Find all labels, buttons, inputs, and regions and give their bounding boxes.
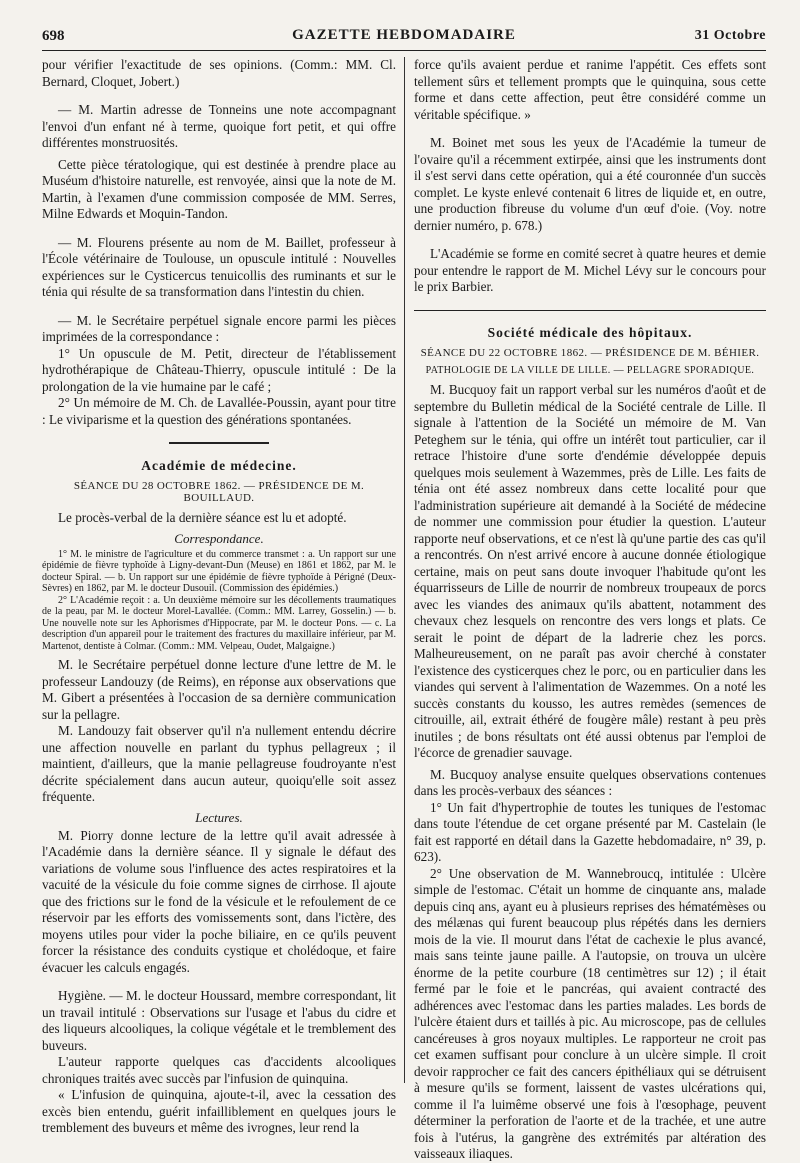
paragraph: M. Boinet met sous les yeux de l'Académie la tumeur de l'ovaire qu'il a récemment extirpée, ainsi que les instruments dont il s'est servi dans cette opération, qui a été couronnée d'un succès complet. Le kyste enlevé contenait 6 litres de liquide et, en outre, une production fibreuse du volume d'un œuf d'oie. (Voy. notre dernier numéro, p. 678.) <box>414 135 766 233</box>
paragraph: « L'infusion de quinquina, ajoute-t-il, avec la cessation des excès bien entendu, guérit infailliblement en quelques jours le tremblement des buveurs et même des ivrognes, leur rend la <box>42 1087 396 1135</box>
correspondence-item: 2° L'Académie reçoit : a. Un deuxième mémoire sur les décollements traumatiques de la peau, par M. le docteur Morel-Lavallée. (Comm.: MM. Larrey, Gosselin.) — b. Une nouvelle note sur les Aphorismes d'Hippocrate, par M. le docteur Pons. — c. La description d'un appareil pour le traitement des fractures du maxillaire inférieur, par M. Martenot, dentiste à Colmar. (Comm.: MM. Velpeau, Oudet, Malgaigne.) <box>42 594 396 652</box>
right-column <box>414 57 766 1161</box>
paragraph: M. Piorry donne lecture de la lettre qu'il avait adressée à l'Académie dans la dernière séance. Il y signale le défaut des variations de volume sous l'influence des actes respiratoires et la vacuité de la vésicule du foie comme signes de cirrhose. Il ajoute que des frictions sur le fond de la vésicule et le refoulement de ce réservoir par les efforts des vomissements sont, dans l'ictère, des moyens utiles pour vider la poche biliaire, en ce qu'ils peuvent forcer la résistance des conduits cystique et cholédoque, et faire évacuer les calculs engagés. <box>42 827 396 975</box>
paragraph: M. Bucquoy analyse ensuite quelques observations contenues dans les procès-verbaux des séances : <box>414 766 766 798</box>
left-column <box>42 57 396 1135</box>
correspondence-item: 1° M. le ministre de l'agriculture et du commerce transmet : a. Un rapport sur une épidémie de fièvre typhoïde à Ligny-devant-Dun (Meuse) en 1861 et 1862, par M. le docteur Spiral. — b. Un rapport sur une épidémie de fièvre typhoïde à Périgné (Deux-Sèvres) en 1862, par M. le docteur Dusouil. (Commission des épidémies.) <box>42 548 396 594</box>
session-line: SÉANCE DU 22 OCTOBRE 1862. — PRÉSIDENCE DE M. BÉHIER. <box>420 347 760 359</box>
paragraph: — M. le Secrétaire perpétuel signale encore parmi les pièces imprimées de la correspondance : <box>42 312 396 344</box>
section-title: Société médicale des hôpitaux. <box>487 325 693 340</box>
paragraph: L'auteur rapporte quelques cas d'accidents alcooliques chroniques traités avec succès par l'infusion de quinquina. <box>42 1054 396 1086</box>
paragraph: M. Bucquoy fait un rapport verbal sur les numéros d'août et de septembre du Bulletin médical de la Société centrale de Lille. Il signale à l'attention de la Société un mémoire de M. Van Peteghem sur le ténia, qui offre un intérêt tout particulier, car il retrace l'histoire d'une sorte d'endémie développée depuis quelques mois seulement à Wazemmes, près de Lille. Les faits de ténia ont été assez nombreux dans cette localité pour que l'administration supérieure ait demandé à la Société de médecine de nommer une commission pour étudier la question. L'auteur rapporte neuf observations, et ce n'est là qu'une partie des cas qu'il a rencontrés. On n'est arrivé encore à aucune donnée étiologique certaine, mais on peut sans doute invoquer l'habitude qu'ont les équarrisseurs de Lille de nourrir de nombreux troupeaux de porcs avec les viandes des animaux qu'ils abattent, notamment des chevaux chez lesquels on rencontre des vers longs et plats. Ce serait le point de départ de la ladrerie chez les porcs. Malheureusement, on ne paraît pas avoir cherché à constater l'existence des cysticerques chez le porc, ou en particulier dans les viandes qui servent à l'alimentation de Wazemmes. On a noté les succès constants du kousso, les autres remèdes (semences de citrouille, ail, extrait éthéré de fougère mâle) restant à peu près inutiles ; de bons résultats ont été aussi obtenus par l'emploi de l'écorce de grenadier sauvage. <box>414 382 766 760</box>
paragraph: Le procès-verbal de la dernière séance est lu et adopté. <box>58 510 347 525</box>
section-separator <box>169 442 269 444</box>
issue-date: 31 Octobre <box>694 28 766 43</box>
paragraph: — M. Flourens présente au nom de M. Baillet, professeur à l'École vétérinaire de Toulouse, un opuscule intitulé : Nouvelles expériences sur le Cysticercus tenuicollis des ruminants et sur le ténia qui résulte de sa transformation dans l'intestin du chien. <box>42 234 396 299</box>
paragraph: M. Landouzy fait observer qu'il n'a nullement entendu décrire une affection nouvelle en parlant du typhus pellagreux ; il maintient, d'ailleurs, que la manie pellagreuse foudroyante n'est décrite spécialement dans aucun auteur, quoiqu'elle soit assez fréquente. <box>42 723 396 804</box>
paragraph: force qu'ils avaient perdue et ranime l'appétit. Ces effets sont tellement sûrs et tellement prompts que le quinquina, sous cette forme et dans cette affection, peut être considéré comme un véritable spécifique. » <box>414 57 766 122</box>
journal-title: GAZETTE HEBDOMADAIRE <box>292 27 516 43</box>
columns <box>42 57 766 1161</box>
section-separator <box>414 310 766 312</box>
subsection-title: Lectures. <box>195 809 243 825</box>
subsection-title: Correspondance. <box>174 530 264 546</box>
page-header <box>42 26 766 51</box>
paragraph: M. le Secrétaire perpétuel donne lecture d'une lettre de M. le professeur Landouzy (de Reims), en réponse aux observations que M. Gibert a présentées à l'occasion de sa dernière communication sur la pellagre. <box>42 657 396 722</box>
session-line: SÉANCE DU 28 OCTOBRE 1862. — PRÉSIDENCE DE M. BOUILLAUD. <box>73 480 365 504</box>
paragraph: 1° Un fait d'hypertrophie de toutes les tuniques de l'estomac dans toute l'étendue de cet organe présenté par M. Castelain (le fait est rapporté en détail dans la Gazette hebdomadaire, n° 39, p. 623). <box>414 799 766 864</box>
paragraph: Cette pièce tératologique, qui est destinée à prendre place au Muséum d'histoire naturelle, est renvoyée, ainsi que la note de M. Martin, à l'examen d'une commission composée de MM. Serres, Milne Edwards et Moquin-Tandon. <box>42 156 396 221</box>
column-rule <box>404 57 405 1083</box>
paragraph: 1° Un opuscule de M. Petit, directeur de l'établissement hydrothérapique de Château-Thierry, opuscule intitulé : De la prolongation de la vie humaine par le café ; <box>42 345 396 394</box>
paragraph: Hygiène. — M. le docteur Houssard, membre correspondant, lit un travail intitulé : Observations sur l'usage et l'abus du cidre et des liqueurs alcooliques, la colique végétale et le tremblement des buveurs. <box>42 988 396 1053</box>
page-number: 698 <box>42 28 65 44</box>
topic-heading: PATHOLOGIE DE LA VILLE DE LILLE. — PELLAGRE SPORADIQUE. <box>425 365 755 376</box>
paragraph: 2° Une observation de M. Wannebroucq, intitulée : Ulcère simple de l'estomac. C'était un homme de cinquante ans, malade depuis cinq ans, ayant eu à plusieurs reprises des hématémèses ou des mélænas qui furent beaucoup plus répétés dans les derniers mois de la vie. Il mourut dans l'état de cachexie le plus avancé, mais sans teinte jaune paille. A l'autopsie, on trouva un ulcère énorme de la petite courbure (18 centimètres sur 12) ; il était fermé par le foie et le pancréas, qui avaient contracté des adhérences avec l'estomac dans les parties malades. Les bords de l'ulcère étaient durs et taillés à pic. Au microscope, pas de cellules cancéreuses à gros noyaux multiples. Le rapporteur ne croit pas cet examen suffisant pour conclure à un ulcère simple. Il croit devoir rapprocher ce fait des cancers épithéliaux qui se détruisent à mesure qu'ils se forment, laissent de vastes ulcérations qui, comme il l'a luimême observé une fois à l'œsophage, peuvent déterminer la perforation de l'aorte et de la trachée, et une autre fois à l'utérus, la gangrène des extrémités par altération des vaisseaux iliaques. <box>414 865 766 1161</box>
paragraph: — M. Martin adresse de Tonneins une note accompagnant l'envoi d'un enfant né à terme, quoique fort petit, et qui offre différentes monstruosités. <box>42 102 396 150</box>
section-title: Académie de médecine. <box>141 458 297 473</box>
paragraph: pour vérifier l'exactitude de ses opinions. (Comm.: MM. Cl. Bernard, Cloquet, Jobert.) <box>42 57 396 89</box>
paragraph: 2° Un mémoire de M. Ch. de Lavallée-Poussin, ayant pour titre : Le viviparisme et la question des générations spontanées. <box>42 395 396 427</box>
paragraph: L'Académie se forme en comité secret à quatre heures et demie pour entendre le rapport de M. Michel Lévy sur le concours pour le prix Barbier. <box>414 246 766 294</box>
